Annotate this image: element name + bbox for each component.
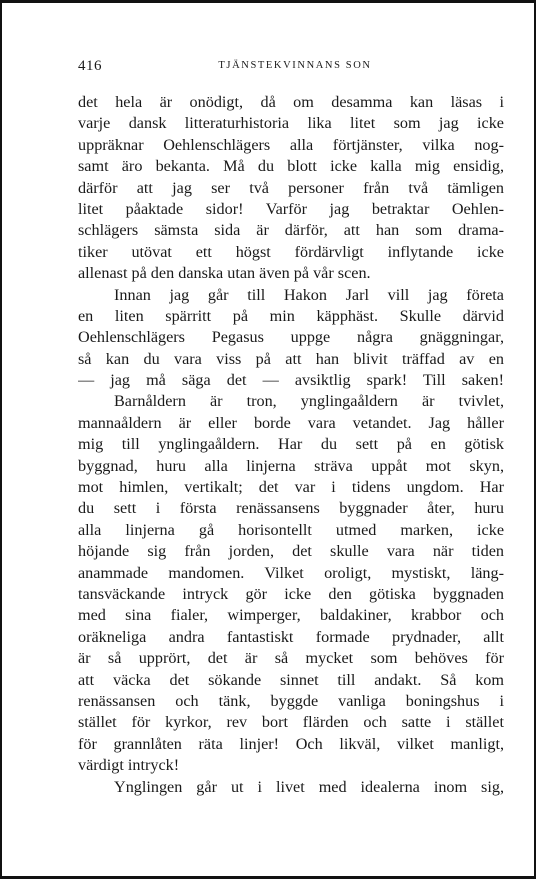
text-line: Ynglingen går ut i livet med idealerna inom sig, <box>114 777 504 796</box>
text-line: värdigt intryck! <box>78 756 180 775</box>
text-line: tansväckande intryck gör icke den götiska byggnaden <box>78 584 504 603</box>
text-line: höjande sig från jorden, det skulle vara när tiden <box>78 542 504 561</box>
body-text <box>78 92 504 798</box>
text-line: anammade mandomen. Vilket oroligt, mystiskt, läng- <box>78 563 504 582</box>
text-line: med sina fialer, wimperger, baldakiner, krabbor och <box>78 606 504 625</box>
text-line: en liten spärritt på min käpphäst. Skulle därvid <box>78 306 504 325</box>
text-line: renässansen och tänk, byggde vanliga boningshus i <box>78 691 504 710</box>
text-line: samt äro bekanta. Må du blott icke kalla mig ensidig, <box>78 157 504 176</box>
text-line: mig till ynglingaåldern. Har du sett på en götisk <box>78 435 504 454</box>
text-line: är så upprört, det är så mycket som behöves för <box>78 649 504 668</box>
page-edge-left <box>0 0 2 879</box>
text-line: tiker utövat ett högst fördärvligt inflytande icke <box>78 242 504 261</box>
running-head <box>78 58 504 76</box>
text-line: Innan jag går till Hakon Jarl vill jag företa <box>114 285 504 304</box>
text-line: schlägers sämsta sida är därför, att han som drama- <box>78 221 504 240</box>
text-line: stället för kyrkor, rev bort flärden och satte i stället <box>78 713 504 732</box>
text-line: oräkneliga andra fantastiskt formade prydnader, allt <box>78 627 504 646</box>
text-line: för grannlåten räta linjer! Och likväl, vilket manligt, <box>78 734 504 753</box>
text-line: mot himlen, vertikalt; det var i tidens ungdom. Har <box>78 478 504 497</box>
text-line: — jag må säga det — avsiktlig spark! Till saken! <box>78 371 504 390</box>
text-line: byggnad, huru alla linjerna sträva uppåt mot skyn, <box>78 456 504 475</box>
page-number: 416 <box>78 58 102 74</box>
text-line: du sett i första renässansens byggnader åter, huru <box>78 499 504 518</box>
text-line: varje dansk litteraturhistoria lika litet som jag icke <box>78 114 504 133</box>
text-line: mannaåldern är eller borde vara vetandet. Jag håller <box>78 413 504 432</box>
text-line: att väcka det sökande sinnet till andakt. Så kom <box>78 670 504 689</box>
running-title: TJÄNSTEKVINNANS SON <box>218 60 372 71</box>
page-edge-top <box>0 0 536 3</box>
text-line: alla linjerna gå horisontellt utmed marken, icke <box>78 520 504 539</box>
text-line: Oehlenschlägers Pegasus uppge några gnäggningar, <box>78 328 504 347</box>
text-line: så kan du vara viss på att han blivit träffad av en <box>78 349 504 368</box>
text-line: uppräknar Oehlenschlägers alla förtjänster, vilka nog- <box>78 135 504 154</box>
text-line: därför att jag ser två personer från två tämligen <box>78 178 504 197</box>
text-line: Barnåldern är tron, ynglingaåldern är tvivlet, <box>114 392 504 411</box>
text-line: litet påaktade sidor! Varför jag betraktar Oehlen- <box>78 199 504 218</box>
text-line: allenast på den danska utan även på vår scen. <box>78 264 371 283</box>
text-line: det hela är onödigt, då om desamma kan läsas i <box>78 93 504 111</box>
